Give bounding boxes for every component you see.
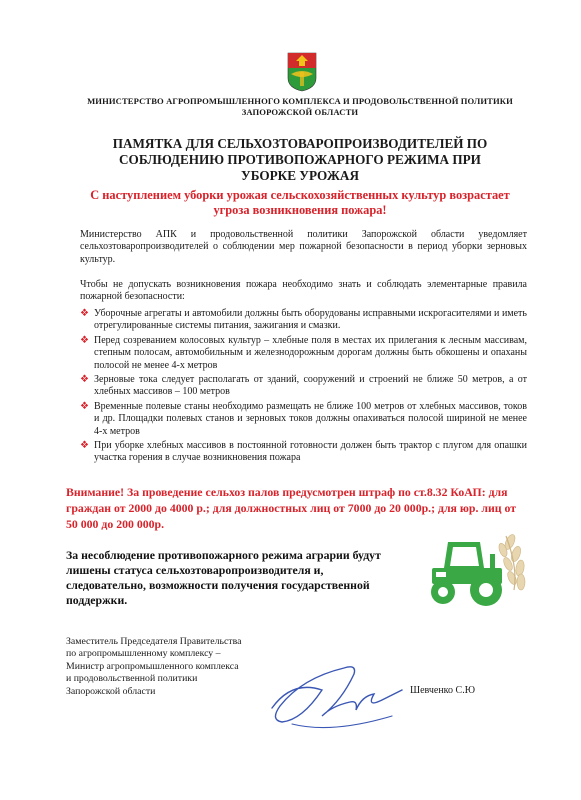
ministry-header: МИНИСТЕРСТВО АГРОПРОМЫШЛЕННОГО КОМПЛЕКСА И ПРОДОВОЛЬСТВЕННОЙ ПОЛИТИКИ ЗАПОРОЖСКОЙ ОБЛАСТИ <box>87 96 513 117</box>
signer-title-line: Министр агропромышленного комплекса <box>66 660 239 672</box>
list-item <box>80 401 527 438</box>
diamond-bullet-icon: ❖ <box>80 374 89 386</box>
list-item-text: При уборке хлебных массивов в постоянной готовности должен быть трактор с плугом для опашки участка горения в случае возникновения пожара <box>94 440 527 464</box>
list-item-text: Зерновые тока следует располагать от зданий, сооружений и строений не ближе 50 метров, а от хлебных массивов – 100 метров <box>94 374 527 398</box>
support-loss-notice: За несоблюдение противопожарного режима аграрии будут лишены статуса сельхозтоваропроизводителя и, следовательно, возможности получения государственной поддержки. <box>66 548 381 607</box>
diamond-bullet-icon: ❖ <box>80 334 89 346</box>
signer-title-line: и продовольственной политики <box>66 673 198 685</box>
signer-title-line: Запорожской области <box>66 685 156 697</box>
signature-icon <box>262 650 412 740</box>
list-item-text: Уборочные агрегаты и автомобили должны быть оборудованы исправными искрогасителями и иметь отрегулированные системы питания, зажигания и смазки. <box>94 308 527 332</box>
signer-title-line: Заместитель Председателя Правительства <box>66 636 242 647</box>
rules-list <box>80 308 527 467</box>
list-item <box>80 335 527 372</box>
warning-text: С наступлением уборки урожая сельскохозяйственных культур возрастает угроза возникновения пожара! <box>90 188 510 217</box>
tractor-wheat-icon <box>418 528 528 610</box>
diamond-bullet-icon: ❖ <box>80 400 89 412</box>
list-item <box>80 308 527 333</box>
signer-block <box>66 636 286 698</box>
list-item <box>80 440 527 465</box>
list-item-text: Перед созреванием колосовых культур – хлебные поля в местах их прилегания к лесным массивам, степным полосам, автомобильным и железнодорожным дорогам должны быть обкошены и опаханы полосой не менее 4-х метров <box>94 334 527 371</box>
diamond-bullet-icon: ❖ <box>80 308 89 319</box>
fine-warning: Внимание! За проведение сельхоз палов предусмотрен штраф по ст.8.32 КоАП: для граждан от 2000 до 4000 р.; для должностных лиц от 7000 до 20 000р.; для юр. лиц от 50 000 до 200 000р. <box>66 485 517 531</box>
diamond-bullet-icon: ❖ <box>80 440 89 452</box>
page-title: ПАМЯТКА ДЛЯ СЕЛЬХОЗТОВАРОПРОИЗВОДИТЕЛЕЙ ПО СОБЛЮДЕНИЮ ПРОТИВОПОЖАРНОГО РЕЖИМА ПРИ УБОРКЕ УРОЖАЯ <box>112 136 488 183</box>
coat-of-arms-icon <box>287 52 317 92</box>
signer-title-line: по агропромышленному комплексу – <box>66 648 221 660</box>
rules-intro-paragraph: Чтобы не допускать возникновения пожара необходимо знать и соблюдать элементарные правила пожарной безопасности: <box>80 279 527 303</box>
list-item-text: Временные полевые станы необходимо размещать не ближе 100 метров от хлебных массивов, токов и др. Площадки полевых станов и зерновых токов должны опахиваться полосой шириной не менее 4-х метров <box>94 400 527 437</box>
signer-name: Шевченко С.Ю <box>410 685 475 696</box>
intro-paragraph: Министерство АПК и продовольственной политики Запорожской области уведомляет сельхозтоваропроизводителей о соблюдении мер пожарной безопасности в период уборки зерновых культур. <box>80 229 527 265</box>
list-item <box>80 374 527 399</box>
